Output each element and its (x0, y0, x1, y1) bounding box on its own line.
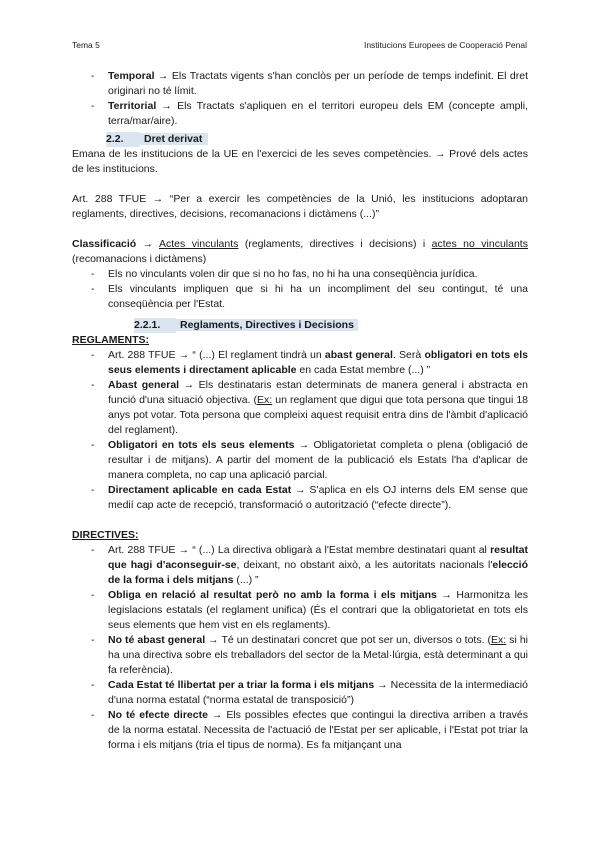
list-item-text: → Els Tractats vigents s'han conclòs per un període de temps indefinit. El dret originari no té límit. (108, 70, 528, 97)
arrow: → (136, 238, 159, 250)
text: abast general (324, 349, 393, 361)
section-number: 2.2. (106, 132, 140, 147)
text: en cada Estat membre (...) ” (296, 364, 431, 376)
text: (...) ” (233, 574, 259, 586)
text: (recomanacions i dictàmens) (72, 253, 207, 265)
binding-acts: Actes vinculants (159, 238, 239, 250)
page-content (72, 69, 528, 753)
text: si hi ha una directiva sobre els treballadors del sector de la Metal·lúrgia, està determinant a qui fa referència). (108, 634, 528, 676)
list-item: - Obliga en relació al resultat però no amb la forma i els mitjans → Harmonitza les legislacions estatals (el reglament unifica) (És el contrari que la obligatorietat en tots els seus elements que hem vist en els reglaments). (91, 589, 529, 631)
section-title (72, 132, 528, 147)
text: . Serà (392, 349, 425, 361)
intro-paragraph: Emana de les institucions de la UE en l'exercici de les seves competències. → Prové dels actes de les institucions. (72, 148, 528, 175)
list-item: - Abast general → Els destinataris estan determinats de manera general i abstracta en funció d'una situació objectiva. (Ex: un reglament que digui que tota persona que tingui 18 anys pot votar. Tota persona que compleixi aquest requisit entra dins de l'àmbit d'aplicació del reglament). (91, 379, 528, 436)
directives-list (72, 543, 528, 753)
reglaments-list (72, 348, 528, 513)
list-item-text: → Els Tractats s'apliquen en el territori europeu dels EM (concepte ampli, terra/mar/aire). (108, 100, 528, 127)
text: Art. 288 TFUE → “ (...) El reglament tindrà un (108, 349, 325, 361)
text: → Necessita de la intermediació d'una norma estatal (“norma estatal de transposició”) (108, 679, 528, 706)
text: Obliga en relació al resultat però no amb la forma i els mitjans (108, 589, 437, 601)
text: Directament aplicable en cada Estat (108, 484, 292, 496)
text: Art. 288 TFUE → “ (...) La directiva obligarà a l'Estat membre destinatari quant al (108, 544, 491, 556)
list-item: - Art. 288 TFUE → “ (...) La directiva obligarà a l'Estat membre destinatari quant al resultat que hagi d'aconseguir-se, deixant, no obstant això, a les autoritats nacionals l'elecció de la forma i dels mitjans (...) ” (91, 544, 528, 586)
text: Obligatori en tots els seus elements (108, 439, 295, 451)
header-left: Tema 5 (72, 40, 100, 50)
list-item: - No té efecte directe → Els possibles efectes que contingui la directiva arriben a través de la norma estatal. Necessita de l'actuació de l'Estat per ser aplicable, i l'Estat pot triar la forma i els mitjans (tria el tipus de norma). Es fa mitjançant una (91, 709, 528, 751)
classification-list (72, 267, 528, 312)
text: → Obligatorietat completa o plena (obligació de resultar i de mitjans). A partir del moment de la publicació els Estats l'ha d'aplicar de manera completa, no cap una aplicació parcial. (108, 439, 528, 481)
list-item-term: Temporal (108, 70, 155, 82)
list-item: - Directament aplicable en cada Estat → S'aplica en els OJ interns dels EM sense que medií cap acte de recepció, transformació o autorització (“efecte directe”). (91, 484, 529, 511)
classification-label: Classificació (72, 238, 137, 250)
text: un reglament que digui que tota persona que tingui 18 anys pot votar. Tota persona que compleixi aquest requisit entra dins de l'àmbit d'aplicació del reglament). (108, 394, 528, 436)
text: resultat que hagi d'aconseguir-se (108, 544, 528, 571)
list-item: - Els no vinculants volen dir que si no ho fas, no hi ha una conseqüència jurídica. (91, 268, 478, 280)
text: → S'aplica en els OJ interns dels EM sense que medií cap acte de recepció, transformació o autorització (“efecte directe”). (108, 484, 529, 511)
list-item-text: Els no vinculants volen dir que si no ho fas, no hi ha una conseqüència jurídica. (108, 268, 478, 280)
nonbinding-acts: actes no vinculants (431, 238, 528, 250)
list-item: - Els vinculants impliquen que si hi ha un incompliment del seu contingut, té una conseqüència per l'Estat. (91, 283, 528, 310)
text: No té abast general (108, 634, 206, 646)
list-item-term: Territorial (108, 100, 157, 112)
text: Abast general (108, 379, 180, 391)
text: Ex: (491, 634, 507, 646)
subsection-title-text: Reglaments, Directives i Decisions (176, 319, 358, 331)
text: → Els destinataris estan determinats de manera general i abstracta en funció d'una situació objectiva. ( (108, 379, 528, 406)
directives-heading: DIRECTIVES: (72, 529, 139, 541)
text: Cada Estat té llibertat per a triar la forma i els mitjans (108, 679, 375, 691)
subsection-number: 2.2.1. (134, 318, 176, 333)
text: → Té un destinatari concret que pot ser un, diversos o tots. ( (205, 634, 492, 646)
text: obligatori en tots els seus elements i directament aplicable (108, 349, 528, 376)
header-right: Institucions Europees de Cooperació Penal (363, 40, 527, 50)
list-item: - Art. 288 TFUE → “ (...) El reglament tindrà un abast general. Serà obligatori en tots els seus elements i directament aplicable en cada Estat membre (...) ” (91, 349, 528, 376)
text: (reglaments, directives i decisions) i (238, 238, 432, 250)
art288-paragraph: Art. 288 TFUE → “Per a exercir les competències de la Unió, les institucions adoptaran reglaments, directives, decisions, recomanacions i dictàmens (...)” (72, 193, 528, 220)
list-item: - No té abast general → Té un destinatari concret que pot ser un, diversos o tots. (Ex: si hi ha una directiva sobre els treballadors del sector de la Metal·lúrgia, està determinant a qui fa referència). (91, 634, 528, 676)
subsection-title (72, 318, 528, 333)
text: elecció de la forma i dels mitjans (108, 559, 528, 586)
list-item: - Temporal → Els Tractats vigents s'han conclòs per un període de temps indefinit. El dret originari no té límit. (91, 70, 528, 97)
text: → Els possibles efectes que contingui la directiva arriben a través de la norma estatal. Necessita de l'actuació de l'Estat per ser aplicable, i l'Estat pot triar la forma i els mitjans (tria el tipus de norma). Es fa mitjançant una (108, 709, 528, 751)
text: Ex: (257, 394, 273, 406)
reglaments-heading: REGLAMENTS: (72, 334, 149, 346)
text: , deixant, no obstant això, a les autoritats nacionals l' (236, 559, 493, 571)
text: → Harmonitza les legislacions estatals (el reglament unifica) (És el contrari que la obligatorietat en tots els seus elements que hem vist en els reglaments). (108, 589, 529, 631)
top-list (72, 69, 528, 129)
list-item: - Obligatori en tots els seus elements → Obligatorietat completa o plena (obligació de resultar i de mitjans). A partir del moment de la publicació els Estats l'ha d'aplicar de manera completa, no cap una aplicació parcial. (91, 439, 528, 481)
text: No té efecte directe (108, 709, 208, 721)
list-item: - Territorial → Els Tractats s'apliquen en el territori europeu dels EM (concepte ampli, terra/mar/aire). (91, 100, 528, 127)
classification-paragraph (72, 237, 528, 267)
list-item-text: Els vinculants impliquen que si hi ha un incompliment del seu contingut, té una conseqüència per l'Estat. (108, 283, 528, 310)
section-title-text: Dret derivat (140, 133, 208, 145)
list-item: - Cada Estat té llibertat per a triar la forma i els mitjans → Necessita de la intermediació d'una norma estatal (“norma estatal de transposició”) (91, 679, 528, 706)
